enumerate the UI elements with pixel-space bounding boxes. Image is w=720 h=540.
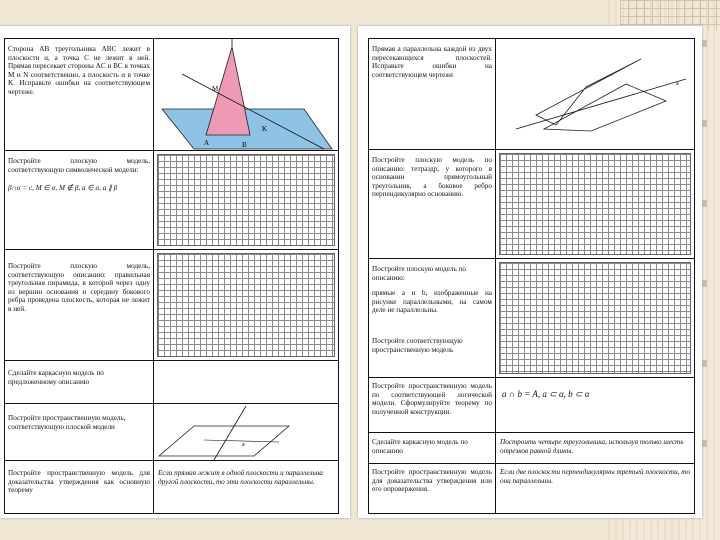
label-m: M (212, 85, 219, 93)
task-cell-3 (4, 249, 154, 361)
task-text: Сторона AB треугольника ABC лежит в плоскости α, а точка C не лежит в ней. Прямая пересекает стороны AC и BC в точках M и N соответственно, а плоскость α в точке K. Исправьте ошибки на соответствующем чертеже. (8, 45, 150, 96)
task-text: Постройте пространственную модель для доказательства утверждения или его опровержения. (372, 468, 492, 494)
figure-cell-triangle-plane (153, 38, 339, 151)
answer-cell-2 (153, 150, 339, 250)
graph-paper-grid[interactable] (499, 153, 691, 255)
figure-cell-plane-line (153, 403, 339, 461)
graph-paper-grid[interactable] (157, 253, 335, 357)
task-cell-2 (4, 150, 154, 250)
graph-paper-grid[interactable] (157, 154, 335, 246)
statement-italic: Если две плоскости перпендикулярны третьей плоскости, то они параллельны. (500, 468, 691, 485)
task-cell-r3 (368, 258, 496, 378)
answer-cell-4 (153, 360, 339, 404)
task-text: Сделайте каркасную модель по описанию (372, 438, 468, 455)
worksheet-page-right (358, 26, 702, 518)
answer-cell-r2 (495, 149, 695, 259)
label-a-small: a (242, 442, 245, 448)
task-cell-r5 (368, 432, 496, 464)
statement-italic: Построить четыре треугольника, используя только шесть отрезков равной длины. (500, 438, 684, 455)
triangle-plane-figure (154, 39, 339, 151)
symbolic-formula: β∩α = c, M ∈ α, M ∉ β, a ∈ α, a ∥ β (8, 184, 118, 192)
task-cell-r2 (368, 149, 496, 259)
task-text: Постройте плоскую модель по описанию: (372, 265, 466, 282)
task-text: Постройте плоскую модель, соответствующую описанию: правильная треугольная пирамида, в которой через одну из вершин основания и середину бокового ребра проведена плоскость, которая не лежит в ней. (8, 262, 150, 313)
task-text: Постройте пространственную модель, соответствующую плоской модели (8, 414, 126, 431)
figure-cell-intersecting-planes (495, 38, 695, 150)
task-text: Постройте пространственную модель по соответствующей логической модели. Сформулируйте теорему по полученной конструкции. (372, 382, 492, 416)
formula-cell-r4 (495, 377, 695, 433)
task-cell-1 (4, 38, 154, 151)
task-text-b: прямые a и b, изображенные на рисунке параллельными, на самом деле не параллельны. (372, 289, 492, 315)
label-b: B (242, 141, 247, 149)
statement-cell-r5 (495, 432, 695, 464)
intersecting-planes-figure (496, 39, 695, 150)
task-cell-r4 (368, 377, 496, 433)
task-text: Сделайте каркасную модель по предложенному описанию (8, 369, 104, 386)
worksheet-page-left (0, 26, 350, 518)
answer-cell-3 (153, 249, 339, 361)
task-cell-5 (4, 403, 154, 461)
task-text-c: Постройте соответствующую пространственную модель (372, 337, 463, 354)
statement-cell-6 (153, 460, 339, 514)
task-cell-r6 (368, 463, 496, 514)
task-text: Постройте плоскую модель по описанию: тетраэдр, у которого в основании прямоугольный треугольник, а боковое ребро перпендикулярно основанию. (372, 156, 492, 199)
label-k: K (262, 125, 268, 133)
task-cell-4 (4, 360, 154, 404)
answer-cell-r3 (495, 258, 695, 378)
label-a: A (204, 139, 210, 147)
statement-italic: Если прямая лежит в одной плоскости и параллельна другой плоскости, то эти плоскости параллельны. (158, 469, 323, 486)
statement-cell-r6 (495, 463, 695, 514)
task-text: Постройте плоскую модель, соответствующую символической модели: (8, 157, 150, 174)
task-text: Постройте пространственную модель для доказательства утверждения как основную теорему (8, 469, 150, 495)
task-text: Прямая a параллельна каждой из двух пересекающихся плоскостей. Исправьте ошибки на соответствующем чертеже (372, 45, 492, 79)
label-a-line: a (676, 81, 679, 87)
graph-paper-grid[interactable] (499, 262, 691, 374)
task-cell-r1 (368, 38, 496, 150)
plane-line-figure (154, 404, 339, 461)
logical-formula: a ∩ b = A, a ⊂ α, b ⊂ α (502, 389, 590, 399)
task-cell-6 (4, 460, 154, 514)
